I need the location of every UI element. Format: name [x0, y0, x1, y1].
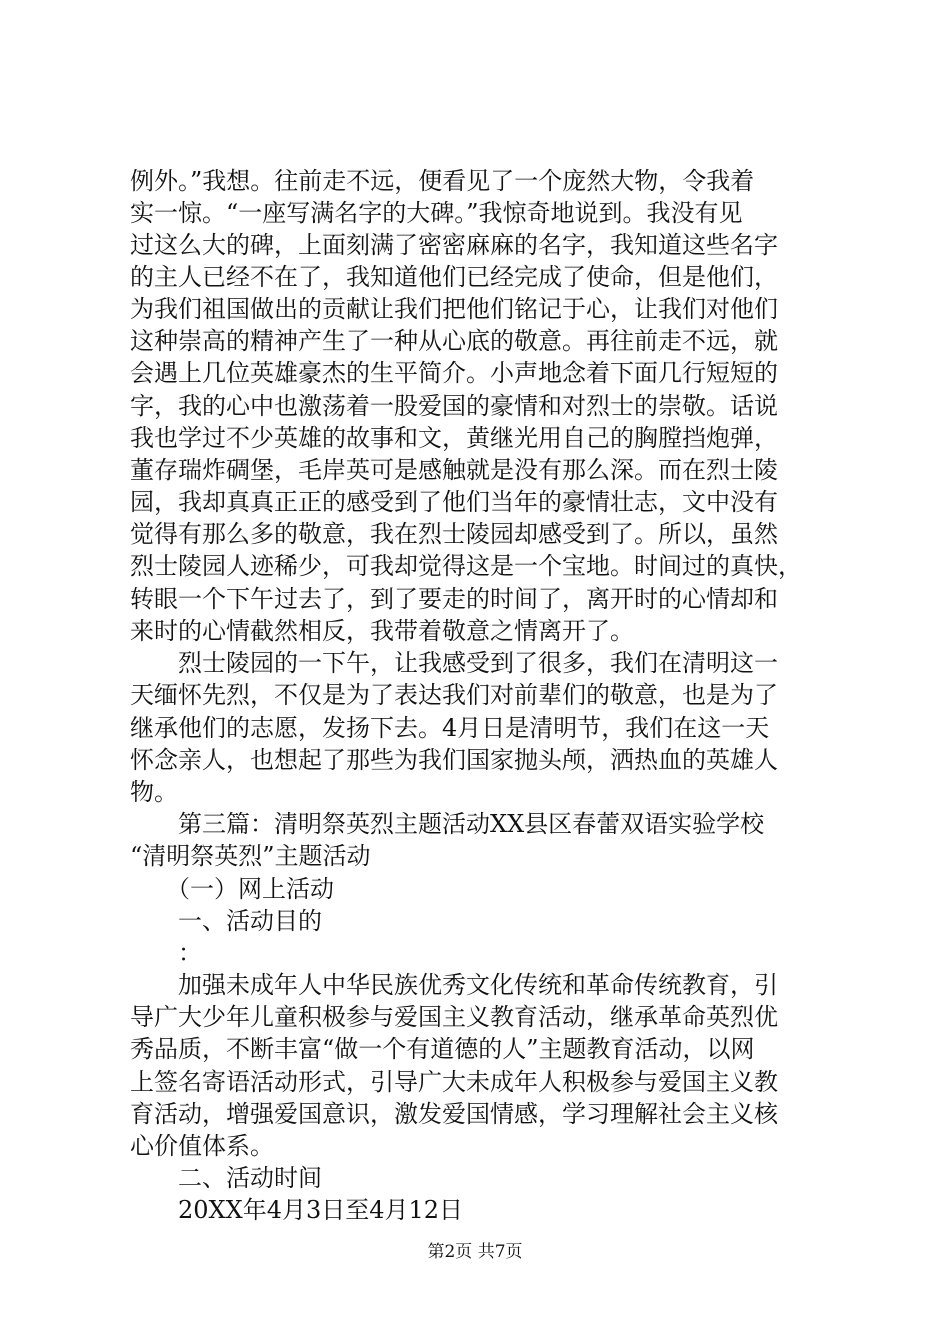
- text-line: （一）网上活动: [130, 875, 334, 903]
- text-line: 来时的心情截然相反，我带着敬意之情离开了。: [130, 617, 634, 645]
- text-line: 一、活动目的: [130, 907, 322, 935]
- text-line: 董存瑞炸碉堡，毛岸英可是感触就是没有那么深。而在烈士陵: [130, 456, 778, 484]
- text-line: 这种崇高的精神产生了一种从心底的敬意。再往前走不远，就: [130, 327, 778, 355]
- text-line: 觉得有那么多的敬意，我在烈士陵园却感受到了。所以，虽然: [130, 520, 778, 548]
- page-footer: 第2页 共7页: [427, 1242, 523, 1262]
- text-line: 例外。”我想。往前走不远，便看见了一个庞然大物，令我着: [130, 167, 755, 195]
- text-line: 心价值体系。: [130, 1132, 274, 1160]
- text-line: 二、活动时间: [130, 1164, 322, 1192]
- text-line: 字，我的心中也激荡着一股爱国的豪情和对烈士的崇敬。话说: [130, 392, 778, 420]
- text-line: 20XX年4月3日至4月12日: [130, 1196, 464, 1224]
- text-line: ：: [130, 939, 202, 967]
- text-line: 会遇上几位英雄豪杰的生平简介。小声地念着下面几行短短的: [130, 359, 778, 387]
- text-line: 园，我却真真正正的感受到了他们当年的豪情壮志，文中没有: [130, 488, 778, 516]
- text-line: 加强未成年人中华民族优秀文化传统和革命传统教育，引: [130, 971, 778, 999]
- text-line: 的主人已经不在了，我知道他们已经完成了使命，但是他们，: [130, 263, 778, 291]
- text-line: 为我们祖国做出的贡献让我们把他们铭记于心，让我们对他们: [130, 295, 778, 323]
- text-line: 我也学过不少英雄的故事和文，黄继光用自己的胸膛挡炮弹，: [130, 424, 778, 452]
- text-line: 实一惊。“一座写满名字的大碑。”我惊奇地说到。我没有见: [130, 199, 743, 227]
- text-line: 烈士陵园人迹稀少，可我却觉得这是一个宝地。时间过的真快，: [130, 552, 802, 580]
- text-line: “清明祭英烈”主题活动: [130, 842, 371, 870]
- text-line: 继承他们的志愿，发扬下去。4月日是清明节，我们在这一天: [130, 714, 770, 742]
- text-line: 第三篇：清明祭英烈主题活动XX县区春蕾双语实验学校: [130, 810, 765, 838]
- text-line: 天缅怀先烈，不仅是为了表达我们对前辈们的敬意，也是为了: [130, 681, 778, 709]
- text-line: 育活动，增强爱国意识，激发爱国情感，学习理解社会主义核: [130, 1100, 778, 1128]
- text-line: 上签名寄语活动形式，引导广大未成年人积极参与爱国主义教: [130, 1068, 778, 1096]
- text-line: 导广大少年儿童积极参与爱国主义教育活动，继承革命英烈优: [130, 1003, 778, 1031]
- text-line: 怀念亲人，也想起了那些为我们国家抛头颅，洒热血的英雄人: [130, 746, 778, 774]
- text-line: 秀品质，不断丰富“做一个有道德的人”主题教育活动，以网: [130, 1035, 755, 1063]
- text-line: 转眼一个下午过去了，到了要走的时间了，离开时的心情却和: [130, 585, 778, 613]
- text-line: 烈士陵园的一下午，让我感受到了很多，我们在清明这一: [130, 649, 778, 677]
- text-line: 物。: [130, 778, 178, 806]
- text-line: 过这么大的碑，上面刻满了密密麻麻的名字，我知道这些名字: [130, 231, 778, 259]
